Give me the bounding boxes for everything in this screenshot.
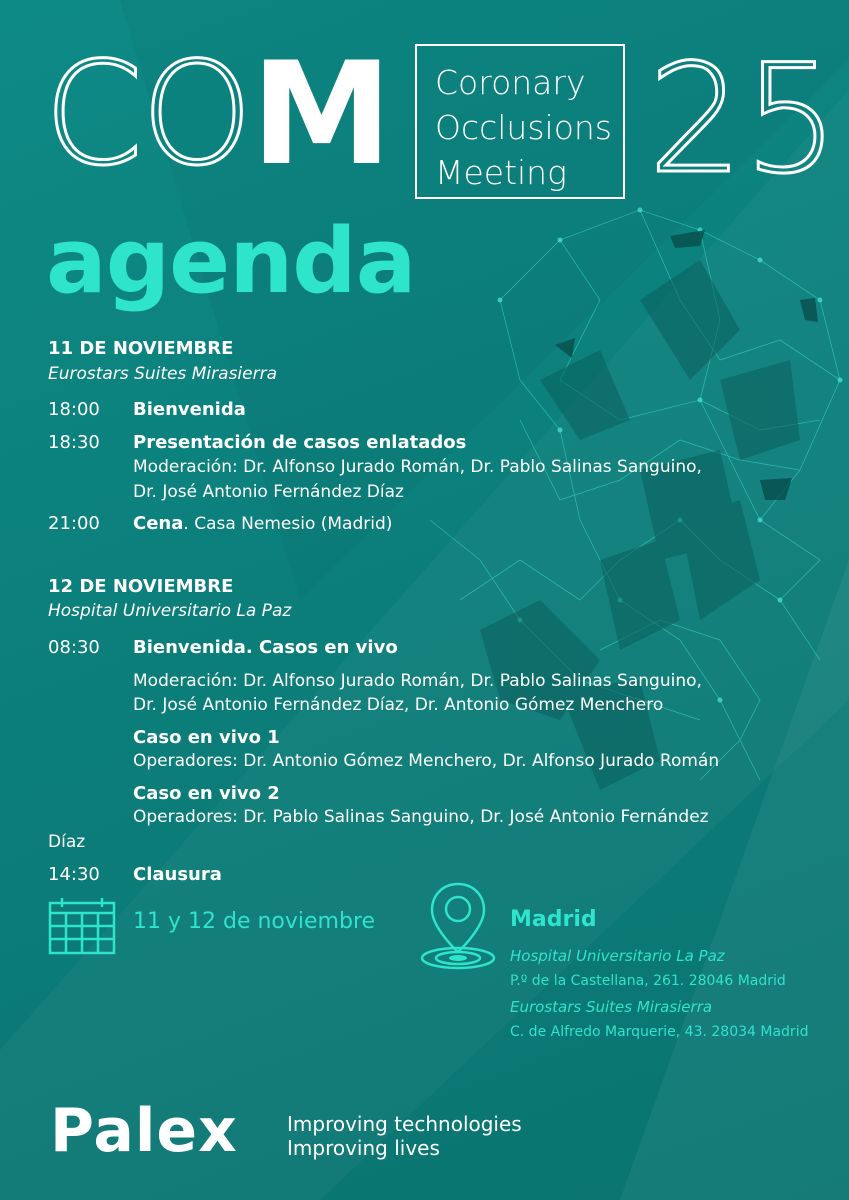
palex-logo: Palex <box>50 1096 238 1166</box>
day1-venue: Eurostars Suites Mirasierra <box>48 364 278 384</box>
agenda-title: Bienvenida <box>133 399 246 420</box>
location-address: C. de Alfredo Marquerie, 43. 28034 Madrid <box>510 1024 809 1040</box>
agenda-detail: Operadores: Dr. Pablo Salinas Sanguino, Dr. José Antonio Fernández <box>133 807 709 827</box>
day2-venue: Hospital Universitario La Paz <box>48 601 292 621</box>
com-logo-bold: M <box>250 32 391 197</box>
agenda-time: 18:30 <box>48 432 100 453</box>
agenda-title: Clausura <box>133 864 222 885</box>
meeting-line: Coronary <box>435 63 586 102</box>
agenda-dinner <box>133 513 392 534</box>
agenda-time: 18:00 <box>48 399 100 420</box>
meeting-line: Occlusions <box>435 108 613 147</box>
calendar-icon <box>48 897 116 955</box>
meeting-name-box <box>415 44 625 199</box>
location-venue: Hospital Universitario La Paz <box>510 947 725 965</box>
day1-date: 11 DE NOVIEMBRE <box>48 338 234 359</box>
agenda-detail: Dr. José Antonio Fernández Díaz <box>133 482 404 502</box>
meeting-line: Meeting <box>435 153 567 192</box>
agenda-title: Presentación de casos enlatados <box>133 432 467 453</box>
agenda-detail: Díaz <box>48 832 86 852</box>
agenda-title: Cena <box>133 513 184 534</box>
agenda-detail: . Casa Nemesio (Madrid) <box>183 514 393 534</box>
agenda-detail: Dr. José Antonio Fernández Díaz, Dr. Antonio Gómez Menchero <box>133 695 664 715</box>
agenda-title: Bienvenida. Casos en vivo <box>133 637 398 658</box>
agenda-title: Caso en vivo 1 <box>133 727 280 748</box>
agenda-heading: agenda <box>46 209 416 314</box>
day2-date: 12 DE NOVIEMBRE <box>48 576 234 597</box>
slogan-line: Improving lives <box>287 1136 440 1160</box>
event-dates: 11 y 12 de noviembre <box>133 909 376 934</box>
agenda-detail: Moderación: Dr. Alfonso Jurado Román, Dr. Pablo Salinas Sanguino, <box>133 671 702 691</box>
location-pin-icon <box>418 880 498 972</box>
location-venue: Eurostars Suites Mirasierra <box>510 998 713 1016</box>
agenda-time: 21:00 <box>48 513 100 534</box>
agenda-title: Caso en vivo 2 <box>133 783 280 804</box>
agenda-time: 14:30 <box>48 864 100 885</box>
agenda-detail: Moderación: Dr. Alfonso Jurado Román, Dr. Pablo Salinas Sanguino, <box>133 457 702 477</box>
slogan-line: Improving technologies <box>287 1112 522 1136</box>
edition-year: 25 <box>648 33 839 207</box>
location-address: P.º de la Castellana, 261. 28046 Madrid <box>510 973 786 989</box>
com-logo <box>44 32 391 197</box>
com-logo-thin: CO <box>44 32 251 197</box>
location-city: Madrid <box>510 907 597 932</box>
agenda-detail: Operadores: Dr. Antonio Gómez Menchero, Dr. Alfonso Jurado Román <box>133 751 720 771</box>
agenda-time: 08:30 <box>48 637 100 658</box>
